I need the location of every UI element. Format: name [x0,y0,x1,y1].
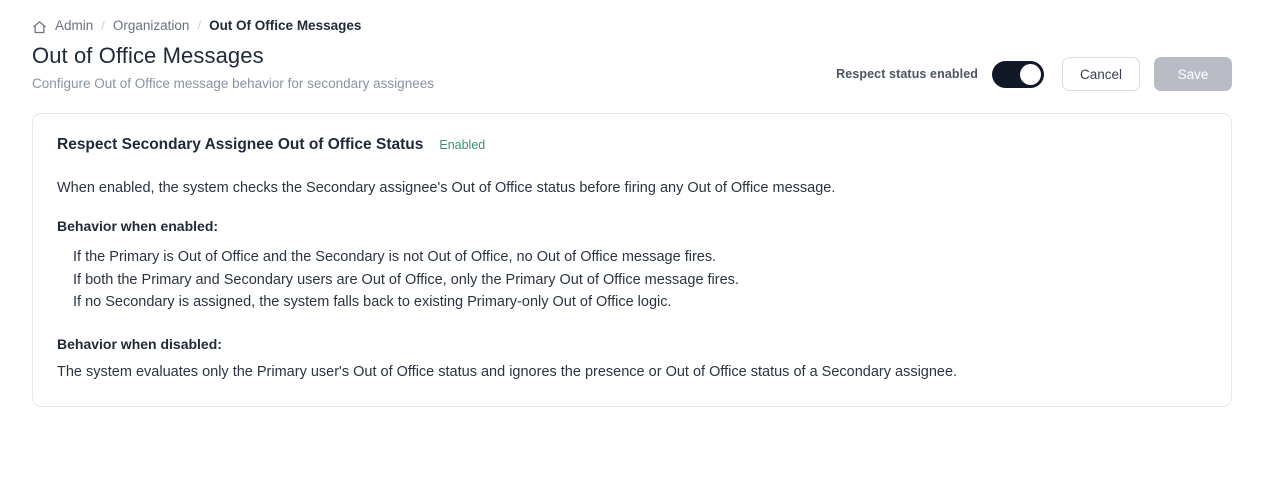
breadcrumb-item-current: Out Of Office Messages [209,18,362,33]
breadcrumb-separator: / [197,18,202,33]
behavior-enabled-list [57,246,1207,314]
home-icon[interactable] [32,20,47,35]
list-item: If the Primary is Out of Office and the Secondary is not Out of Office, no Out of Office message fires. [73,249,717,266]
cancel-button[interactable]: Cancel [1062,57,1140,91]
list-item: If no Secondary is assigned, the system falls back to existing Primary-only Out of Office logic. [73,294,672,311]
save-button[interactable]: Save [1154,57,1232,91]
toggle-knob [1020,64,1041,85]
respect-status-toggle-label: Respect status enabled [836,67,978,81]
title-block [32,43,434,91]
breadcrumb [32,0,1232,33]
breadcrumb-separator: / [101,18,105,33]
list-item: If both the Primary and Secondary users are Out of Office, only the Primary Out of Office message fires. [73,271,739,288]
page-title: Out of Office Messages [32,43,264,68]
page-subtitle: Configure Out of Office message behavior for secondary assignees [32,76,434,92]
card-title: Respect Secondary Assignee Out of Office Status [57,136,424,154]
respect-status-toggle[interactable] [992,61,1044,88]
header-actions [836,43,1232,91]
card-header [57,136,1207,154]
behavior-enabled-label: Behavior when enabled: [57,218,219,235]
breadcrumb-item-organization[interactable]: Organization [112,18,190,33]
behavior-disabled-label: Behavior when disabled: [57,335,222,352]
settings-card [32,113,1232,407]
breadcrumb-item-admin[interactable]: Admin [55,18,94,33]
behavior-disabled-text: The system evaluates only the Primary user's Out of Office status and ignores the presence or Out of Office status of a Secondary assignee. [57,363,958,380]
page-header [32,43,1232,91]
card-intro-text: When enabled, the system checks the Secondary assignee's Out of Office status before firing any Out of Office message. [57,180,836,197]
status-badge: Enabled [439,138,486,153]
